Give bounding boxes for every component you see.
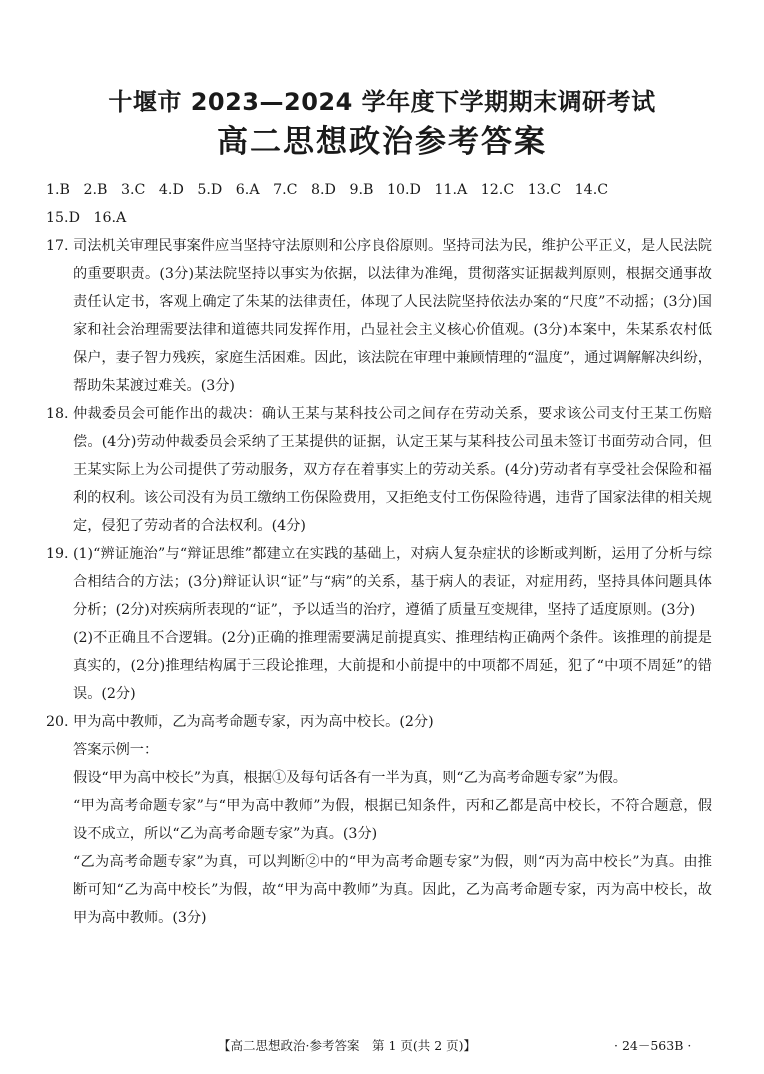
- choice-answers-line-1: 1.B 2.B 3.C 4.D 5.D 6.A 7.C 8.D 9.B 10.D 11.A 12.C 13.C 14.C: [46, 182, 609, 198]
- question-20-example: [46, 736, 712, 932]
- answer-key-title: 高二思想政治参考答案: [217, 124, 547, 160]
- footer-page-info: 【高二思想政治·参考答案 第 1 页(共 2 页)】: [218, 1038, 477, 1053]
- example-paragraph-3: “乙为高考命题专家”为真，可以判断②中的“甲为高考命题专家”为假，则“丙为高中校长”为真。由推断可知“乙为高中校长”为假，故“甲为高中教师”为真。因此，乙为高考命题专家，丙为高中校长，故甲为高中教师。(3分): [73, 854, 712, 926]
- example-paragraph-1: 假设“甲为高中校长”为真，根据①及每句话各有一半为真，则“乙为高考命题专家”为假。: [73, 770, 627, 786]
- question-17: [46, 232, 712, 400]
- question-number: 20.: [46, 714, 69, 730]
- question-19: [46, 540, 712, 624]
- answer-body: [46, 176, 712, 932]
- question-19-sub: [46, 624, 712, 708]
- choice-answers-line-2: 15.D 16.A: [46, 210, 127, 226]
- question-17-answer: 司法机关审理民事案件应当坚持守法原则和公序良俗原则。坚持司法为民，维护公平正义，是人民法院的重要职责。(3分)某法院坚持以事实为依据，以法律为准绳，贯彻落实证据裁判原则，根据交通事故责任认定书，客观上确定了朱某的法律责任，体现了人民法院坚持依法办案的“尺度”不动摇；(3分)国家和社会治理需要法律和道德共同发挥作用，凸显社会主义核心价值观。(3分)本案中，朱某系农村低保户，妻子智力残疾，家庭生活困难。因此，该法院在审理中兼顾情理的“温度”，通过调解解决纠纷，帮助朱某渡过难关。(3分): [73, 238, 712, 394]
- question-number: 17.: [46, 238, 69, 254]
- question-number: 19.: [46, 546, 69, 562]
- question-19-part-2: (2)不正确且不合逻辑。(2分)正确的推理需要满足前提真实、推理结构正确两个条件。该推理的前提是真实的，(2分)推理结构属于三段论推理，大前提和小前提中的中项都不周延，犯了“中项不周延”的错误。(2分): [73, 630, 712, 702]
- question-number: 18.: [46, 406, 69, 422]
- example-label: 答案示例一：: [73, 742, 159, 758]
- question-18: [46, 400, 712, 540]
- question-20: [46, 708, 712, 736]
- footer-doc-code: · 24－563B ·: [614, 1038, 692, 1053]
- exam-title: 十堰市 2023—2024 学年度下学期期末调研考试: [108, 88, 656, 116]
- question-19-part-1: (1)“辨证施治”与“辩证思维”都建立在实践的基础上，对病人复杂症状的诊断或判断，运用了分析与综合相结合的方法；(3分)辩证认识“证”与“病”的关系，基于病人的表证，对症用药，坚持具体问题具体分析；(2分)对疾病所表现的“证”，予以适当的治疗，遵循了质量互变规律，坚持了适度原则。(3分): [73, 546, 712, 618]
- question-18-answer: 仲裁委员会可能作出的裁决：确认王某与某科技公司之间存在劳动关系，要求该公司支付王某工伤赔偿。(4分)劳动仲裁委员会采纳了王某提供的证据，认定王某与某科技公司虽未签订书面劳动合同，但王某实际上为公司提供了劳动服务，双方存在着事实上的劳动关系。(4分)劳动者有享受社会保险和福利的权利。该公司没有为员工缴纳工伤保险费用，又拒绝支付工伤保险待遇，违背了国家法律的相关规定，侵犯了劳动者的合法权利。(4分): [73, 406, 712, 534]
- question-20-answer: 甲为高中教师，乙为高考命题专家，丙为高中校长。(2分): [73, 714, 434, 730]
- example-paragraph-2: “甲为高考命题专家”与“甲为高中教师”为假，根据已知条件，丙和乙都是高中校长，不符合题意，假设不成立，所以“乙为高考命题专家”为真。(3分): [73, 798, 712, 842]
